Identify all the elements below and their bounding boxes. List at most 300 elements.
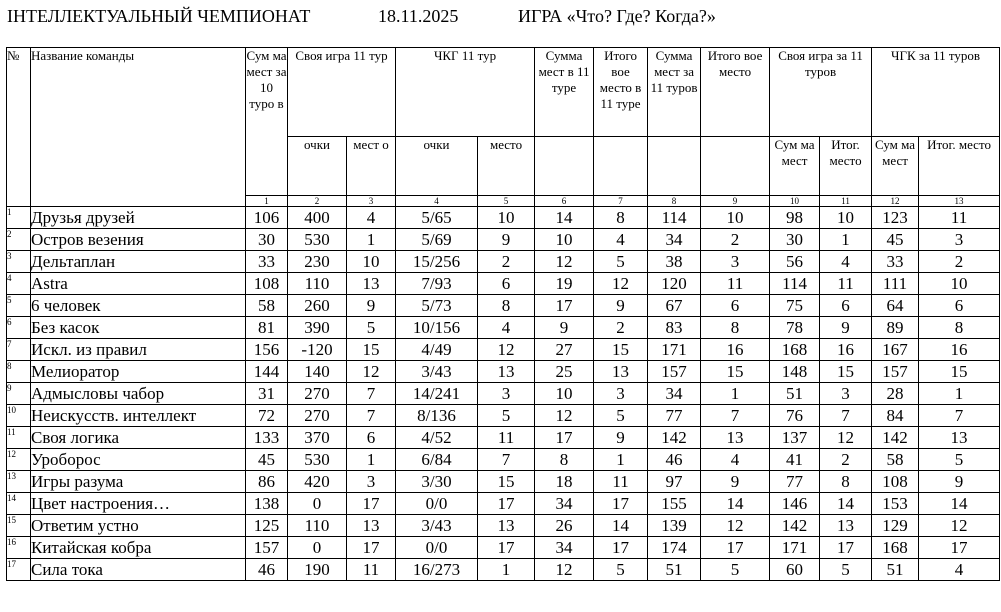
score-cell: 3 — [478, 383, 535, 405]
score-cell: 15 — [347, 339, 396, 361]
score-cell: 10 — [347, 251, 396, 273]
score-cell: 144 — [246, 361, 288, 383]
score-cell: 45 — [872, 229, 919, 251]
score-cell: 46 — [246, 559, 288, 581]
score-cell: 16/273 — [396, 559, 478, 581]
team-name: Друзья друзей — [31, 207, 246, 229]
header-own11: Своя игра 11 тур — [288, 48, 396, 137]
score-cell: 34 — [648, 229, 701, 251]
score-cell: 9 — [919, 471, 1000, 493]
table-row — [7, 339, 1000, 361]
score-cell: 12 — [701, 515, 770, 537]
score-cell: 120 — [648, 273, 701, 295]
header-own11-points: очки — [288, 137, 347, 196]
score-cell: 174 — [648, 537, 701, 559]
score-cell: 11 — [347, 559, 396, 581]
score-cell: 13 — [594, 361, 648, 383]
score-cell: 114 — [648, 207, 701, 229]
team-name: Своя логика — [31, 427, 246, 449]
column-number: 1 — [246, 196, 288, 207]
score-cell: 78 — [770, 317, 820, 339]
table-row — [7, 493, 1000, 515]
score-cell: 3/43 — [396, 515, 478, 537]
score-cell: 1 — [919, 383, 1000, 405]
score-cell: 75 — [770, 295, 820, 317]
score-cell: 230 — [288, 251, 347, 273]
score-cell: 16 — [820, 339, 872, 361]
team-name: Адмысловы чабор — [31, 383, 246, 405]
score-cell: 77 — [770, 471, 820, 493]
score-cell: 108 — [872, 471, 919, 493]
score-cell: 8 — [478, 295, 535, 317]
column-number: 6 — [535, 196, 594, 207]
score-cell: 13 — [478, 361, 535, 383]
score-cell: 108 — [246, 273, 288, 295]
score-cell: 8/136 — [396, 405, 478, 427]
score-cell: 6 — [478, 273, 535, 295]
table-row — [7, 295, 1000, 317]
score-cell: 51 — [648, 559, 701, 581]
score-cell: 98 — [770, 207, 820, 229]
score-cell: 11 — [594, 471, 648, 493]
header-own-11-tours: Своя игра за 11 туров — [770, 48, 872, 137]
score-cell: 17 — [594, 537, 648, 559]
row-number: 1 — [7, 207, 31, 229]
score-cell: 8 — [594, 207, 648, 229]
score-cell: 58 — [872, 449, 919, 471]
score-cell: 12 — [347, 361, 396, 383]
score-cell: 270 — [288, 383, 347, 405]
team-name: Ответим устно — [31, 515, 246, 537]
header-team: Название команды — [31, 48, 246, 207]
score-cell: 60 — [770, 559, 820, 581]
header-chgk-total: Итог. место — [919, 137, 1000, 196]
column-number: 10 — [770, 196, 820, 207]
row-number: 11 — [7, 427, 31, 449]
table-row — [7, 207, 1000, 229]
score-cell: 14 — [594, 515, 648, 537]
results-body — [7, 207, 1000, 581]
score-cell: 4 — [820, 251, 872, 273]
score-cell: 12 — [535, 405, 594, 427]
row-number: 9 — [7, 383, 31, 405]
score-cell: 9 — [594, 295, 648, 317]
results-table — [6, 47, 1000, 581]
game-title: ИГРА «Что? Где? Когда?» — [518, 6, 716, 26]
score-cell: 9 — [347, 295, 396, 317]
score-cell: 270 — [288, 405, 347, 427]
score-cell: 14 — [535, 207, 594, 229]
score-cell: 64 — [872, 295, 919, 317]
score-cell: 33 — [246, 251, 288, 273]
score-cell: 12 — [478, 339, 535, 361]
row-number: 14 — [7, 493, 31, 515]
score-cell: 7 — [820, 405, 872, 427]
score-cell: 34 — [648, 383, 701, 405]
score-cell: 17 — [535, 295, 594, 317]
score-cell: 17 — [347, 537, 396, 559]
score-cell: 171 — [648, 339, 701, 361]
score-cell: 106 — [246, 207, 288, 229]
header-chkg11: ЧКГ 11 тур — [396, 48, 535, 137]
score-cell: 148 — [770, 361, 820, 383]
score-cell: 30 — [246, 229, 288, 251]
score-cell: 157 — [648, 361, 701, 383]
score-cell: 84 — [872, 405, 919, 427]
score-cell: 137 — [770, 427, 820, 449]
score-cell: 190 — [288, 559, 347, 581]
score-cell: 41 — [770, 449, 820, 471]
table-row — [7, 515, 1000, 537]
score-cell: 5 — [820, 559, 872, 581]
score-cell: 31 — [246, 383, 288, 405]
score-cell: 6 — [347, 427, 396, 449]
table-row — [7, 273, 1000, 295]
score-cell: 15 — [478, 471, 535, 493]
score-cell: 13 — [820, 515, 872, 537]
score-cell: 97 — [648, 471, 701, 493]
score-cell: 153 — [872, 493, 919, 515]
score-cell: 67 — [648, 295, 701, 317]
row-number: 10 — [7, 405, 31, 427]
score-cell: 13 — [701, 427, 770, 449]
header-chgk-sum: Сум ма мест — [872, 137, 919, 196]
score-cell: 9 — [535, 317, 594, 339]
score-cell: 26 — [535, 515, 594, 537]
score-cell: 46 — [648, 449, 701, 471]
row-number: 3 — [7, 251, 31, 273]
team-name: Astra — [31, 273, 246, 295]
score-cell: 7 — [478, 449, 535, 471]
score-cell: 4 — [701, 449, 770, 471]
column-number: 4 — [396, 196, 478, 207]
row-number: 4 — [7, 273, 31, 295]
table-row — [7, 537, 1000, 559]
score-cell: 12 — [535, 559, 594, 581]
header-total-place: Итого вое место — [701, 48, 770, 137]
score-cell: 16 — [919, 339, 1000, 361]
header-chgk-11-tours: ЧГК за 11 туров — [872, 48, 1000, 137]
score-cell: 420 — [288, 471, 347, 493]
header-sum-places-11: Сумма мест в 11 туре — [535, 48, 594, 137]
score-cell: 390 — [288, 317, 347, 339]
score-cell: 14 — [820, 493, 872, 515]
score-cell: 15 — [701, 361, 770, 383]
score-cell: 146 — [770, 493, 820, 515]
header-own-sum: Сум ма мест — [770, 137, 820, 196]
score-cell: 34 — [535, 493, 594, 515]
team-name: Остров везения — [31, 229, 246, 251]
team-name: Китайская кобра — [31, 537, 246, 559]
score-cell: 17 — [347, 493, 396, 515]
table-row — [7, 251, 1000, 273]
score-cell: 5 — [919, 449, 1000, 471]
score-cell: 2 — [701, 229, 770, 251]
score-cell: 2 — [594, 317, 648, 339]
header-empty-6 — [535, 137, 594, 196]
row-number: 7 — [7, 339, 31, 361]
team-name: Без касок — [31, 317, 246, 339]
score-cell: 5 — [594, 251, 648, 273]
score-cell: 2 — [478, 251, 535, 273]
score-cell: 140 — [288, 361, 347, 383]
table-row — [7, 229, 1000, 251]
score-cell: 9 — [701, 471, 770, 493]
score-cell: 370 — [288, 427, 347, 449]
score-cell: 3/30 — [396, 471, 478, 493]
team-name: Игры разума — [31, 471, 246, 493]
score-cell: 17 — [919, 537, 1000, 559]
team-name: Неискусств. интеллект — [31, 405, 246, 427]
team-name: Сила тока — [31, 559, 246, 581]
score-cell: 4/52 — [396, 427, 478, 449]
team-name: 6 человек — [31, 295, 246, 317]
score-cell: 15 — [919, 361, 1000, 383]
row-number: 16 — [7, 537, 31, 559]
score-cell: 5/65 — [396, 207, 478, 229]
score-cell: 86 — [246, 471, 288, 493]
score-cell: 530 — [288, 449, 347, 471]
score-cell: 38 — [648, 251, 701, 273]
header-no: № — [7, 48, 31, 207]
header-sum-places-11-tours: Сумма мест за 11 туров — [648, 48, 701, 137]
table-row — [7, 383, 1000, 405]
column-number: 11 — [820, 196, 872, 207]
score-cell: 83 — [648, 317, 701, 339]
score-cell: 1 — [347, 229, 396, 251]
row-number: 6 — [7, 317, 31, 339]
score-cell: 25 — [535, 361, 594, 383]
championship-date: 18.11.2025 — [378, 6, 459, 26]
team-name: Цвет настроения… — [31, 493, 246, 515]
score-cell: 3 — [919, 229, 1000, 251]
score-cell: 14/241 — [396, 383, 478, 405]
score-cell: 13 — [347, 273, 396, 295]
score-cell: 30 — [770, 229, 820, 251]
score-cell: 530 — [288, 229, 347, 251]
score-cell: 17 — [820, 537, 872, 559]
score-cell: 11 — [919, 207, 1000, 229]
score-cell: 28 — [872, 383, 919, 405]
score-cell: 8 — [919, 317, 1000, 339]
score-cell: 142 — [770, 515, 820, 537]
column-number: 7 — [594, 196, 648, 207]
score-cell: 12 — [594, 273, 648, 295]
score-cell: 1 — [701, 383, 770, 405]
score-cell: -120 — [288, 339, 347, 361]
column-number: 13 — [919, 196, 1000, 207]
score-cell: 10 — [820, 207, 872, 229]
table-row — [7, 427, 1000, 449]
score-cell: 9 — [820, 317, 872, 339]
score-cell: 15 — [820, 361, 872, 383]
score-cell: 7 — [347, 383, 396, 405]
row-number: 13 — [7, 471, 31, 493]
score-cell: 138 — [246, 493, 288, 515]
score-cell: 8 — [535, 449, 594, 471]
header-empty-9 — [701, 137, 770, 196]
header-chkg11-points: очки — [396, 137, 478, 196]
score-cell: 1 — [347, 449, 396, 471]
score-cell: 142 — [872, 427, 919, 449]
column-number: 3 — [347, 196, 396, 207]
team-name: Дельтаплан — [31, 251, 246, 273]
score-cell: 114 — [770, 273, 820, 295]
score-cell: 111 — [872, 273, 919, 295]
score-cell: 5 — [478, 405, 535, 427]
score-cell: 13 — [919, 427, 1000, 449]
score-cell: 129 — [872, 515, 919, 537]
score-cell: 5 — [347, 317, 396, 339]
score-cell: 13 — [347, 515, 396, 537]
score-cell: 7 — [701, 405, 770, 427]
score-cell: 5/69 — [396, 229, 478, 251]
column-number: 5 — [478, 196, 535, 207]
score-cell: 5 — [594, 559, 648, 581]
score-cell: 11 — [820, 273, 872, 295]
score-cell: 72 — [246, 405, 288, 427]
table-row — [7, 449, 1000, 471]
score-cell: 10/156 — [396, 317, 478, 339]
header-chkg11-place: место — [478, 137, 535, 196]
table-row — [7, 405, 1000, 427]
score-cell: 10 — [919, 273, 1000, 295]
score-cell: 17 — [535, 427, 594, 449]
score-cell: 10 — [478, 207, 535, 229]
score-cell: 10 — [535, 229, 594, 251]
score-cell: 17 — [478, 493, 535, 515]
score-cell: 142 — [648, 427, 701, 449]
row-number: 2 — [7, 229, 31, 251]
score-cell: 10 — [701, 207, 770, 229]
score-cell: 51 — [872, 559, 919, 581]
score-cell: 9 — [594, 427, 648, 449]
score-cell: 51 — [770, 383, 820, 405]
score-cell: 1 — [478, 559, 535, 581]
score-cell: 6 — [820, 295, 872, 317]
table-row — [7, 559, 1000, 581]
row-number: 12 — [7, 449, 31, 471]
score-cell: 15/256 — [396, 251, 478, 273]
row-number: 15 — [7, 515, 31, 537]
score-cell: 4 — [919, 559, 1000, 581]
score-cell: 17 — [478, 537, 535, 559]
header-empty-8 — [648, 137, 701, 196]
score-cell: 17 — [701, 537, 770, 559]
score-cell: 89 — [872, 317, 919, 339]
score-cell: 17 — [594, 493, 648, 515]
score-cell: 8 — [701, 317, 770, 339]
score-cell: 139 — [648, 515, 701, 537]
score-cell: 10 — [535, 383, 594, 405]
score-cell: 19 — [535, 273, 594, 295]
row-number: 5 — [7, 295, 31, 317]
score-cell: 9 — [478, 229, 535, 251]
score-cell: 6/84 — [396, 449, 478, 471]
score-cell: 168 — [872, 537, 919, 559]
score-cell: 167 — [872, 339, 919, 361]
score-cell: 157 — [872, 361, 919, 383]
score-cell: 3 — [701, 251, 770, 273]
score-cell: 12 — [919, 515, 1000, 537]
score-cell: 7 — [347, 405, 396, 427]
score-cell: 4 — [478, 317, 535, 339]
score-cell: 157 — [246, 537, 288, 559]
score-cell: 12 — [535, 251, 594, 273]
score-cell: 56 — [770, 251, 820, 273]
team-name: Уроборос — [31, 449, 246, 471]
score-cell: 3 — [820, 383, 872, 405]
score-cell: 45 — [246, 449, 288, 471]
row-number: 17 — [7, 559, 31, 581]
score-cell: 110 — [288, 273, 347, 295]
score-cell: 3 — [594, 383, 648, 405]
score-cell: 0 — [288, 493, 347, 515]
score-cell: 8 — [820, 471, 872, 493]
championship-title: ІНТЕЛЛЕКТУАЛЬНЫЙ ЧЕМПИОНАТ — [7, 6, 311, 26]
score-cell: 4 — [594, 229, 648, 251]
score-cell: 81 — [246, 317, 288, 339]
score-cell: 260 — [288, 295, 347, 317]
score-cell: 1 — [820, 229, 872, 251]
score-cell: 76 — [770, 405, 820, 427]
table-row — [7, 317, 1000, 339]
score-cell: 3 — [347, 471, 396, 493]
column-number: 2 — [288, 196, 347, 207]
score-cell: 0 — [288, 537, 347, 559]
score-cell: 168 — [770, 339, 820, 361]
score-cell: 2 — [820, 449, 872, 471]
score-cell: 5 — [701, 559, 770, 581]
score-cell: 400 — [288, 207, 347, 229]
score-cell: 11 — [701, 273, 770, 295]
score-cell: 34 — [535, 537, 594, 559]
score-cell: 6 — [701, 295, 770, 317]
score-cell: 58 — [246, 295, 288, 317]
header-total-place-11: Итого вое место в 11 туре — [594, 48, 648, 137]
score-cell: 2 — [919, 251, 1000, 273]
score-cell: 4 — [347, 207, 396, 229]
score-cell: 155 — [648, 493, 701, 515]
score-cell: 7 — [919, 405, 1000, 427]
header-empty-7 — [594, 137, 648, 196]
column-number: 12 — [872, 196, 919, 207]
score-cell: 15 — [594, 339, 648, 361]
header-sum10: Сум ма мест за 10 туро в — [246, 48, 288, 196]
score-cell: 156 — [246, 339, 288, 361]
score-cell: 16 — [701, 339, 770, 361]
header-own11-place: мест о — [347, 137, 396, 196]
column-number: 9 — [701, 196, 770, 207]
score-cell: 14 — [701, 493, 770, 515]
score-cell: 171 — [770, 537, 820, 559]
score-cell: 14 — [919, 493, 1000, 515]
score-cell: 125 — [246, 515, 288, 537]
score-cell: 0/0 — [396, 493, 478, 515]
score-cell: 77 — [648, 405, 701, 427]
score-cell: 18 — [535, 471, 594, 493]
score-cell: 133 — [246, 427, 288, 449]
team-name: Искл. из правил — [31, 339, 246, 361]
header-own-total: Итог. место — [820, 137, 872, 196]
score-cell: 7/93 — [396, 273, 478, 295]
score-cell: 5 — [594, 405, 648, 427]
column-number: 8 — [648, 196, 701, 207]
score-cell: 110 — [288, 515, 347, 537]
score-cell: 3/43 — [396, 361, 478, 383]
score-cell: 1 — [594, 449, 648, 471]
score-cell: 27 — [535, 339, 594, 361]
